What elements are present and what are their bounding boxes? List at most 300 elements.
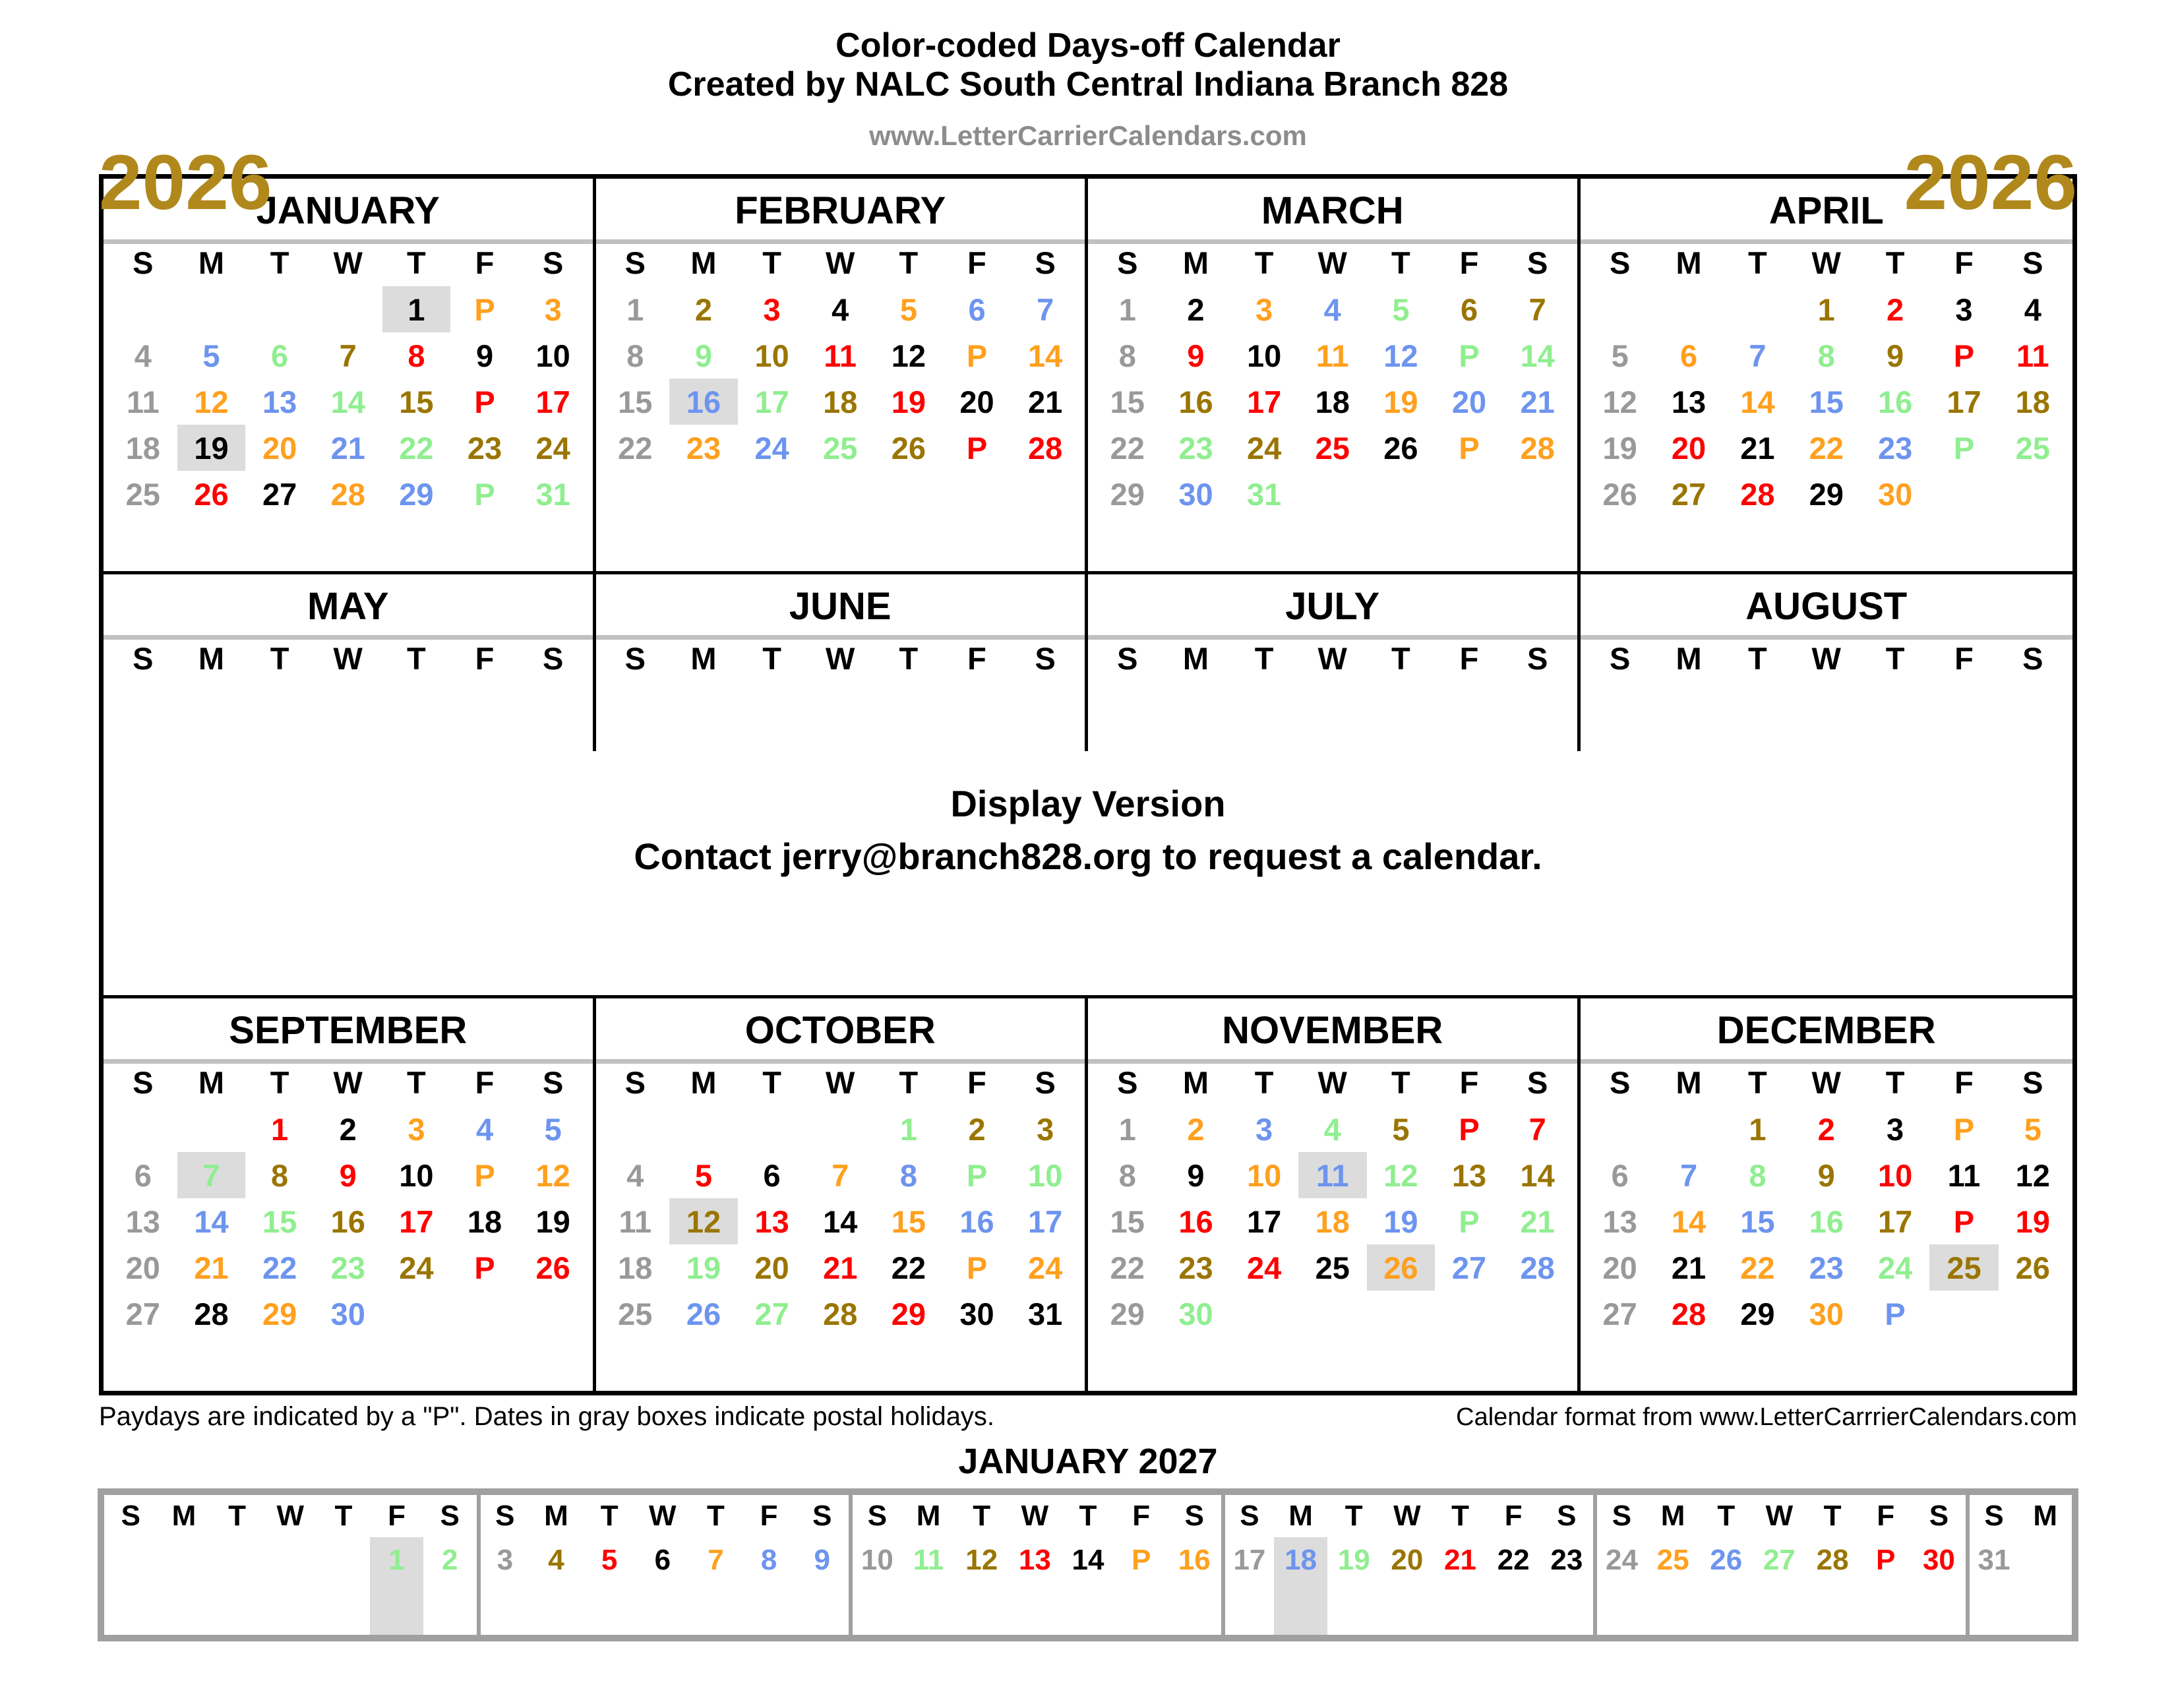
date-cell: 17: [535, 384, 570, 419]
dow-label: W: [1317, 245, 1347, 280]
month-title: SEPTEMBER: [229, 1009, 468, 1052]
week-row: [1586, 1152, 2068, 1198]
week-row: [109, 1106, 588, 1152]
months-row-2: [104, 574, 2072, 751]
dow-label: T: [407, 245, 426, 280]
dow-label: S: [1966, 1495, 2019, 1537]
month-title: JANUARY: [256, 189, 440, 232]
date-cell: 12: [1383, 1157, 1418, 1193]
date-cell: 8: [408, 338, 425, 373]
date-cell: 6: [1460, 291, 1478, 327]
date-cell: 6: [763, 1157, 781, 1193]
next-month-strip: [98, 1488, 2078, 1641]
empty-cell: [317, 1537, 371, 1635]
empty-cell: [1503, 1291, 1572, 1337]
dow-label: S: [121, 1500, 140, 1532]
week-row: [601, 425, 1080, 471]
dow-label: S: [624, 640, 646, 676]
dow-label: W: [1811, 1064, 1841, 1100]
month-january: [104, 179, 596, 571]
week-row: [1093, 1106, 1572, 1152]
dow-label: T: [1748, 640, 1767, 676]
empty-cell: [264, 1537, 317, 1635]
dow-label: S: [624, 1064, 646, 1100]
month-title-divider: [1581, 1059, 2073, 1064]
date-cell: 4: [548, 1544, 564, 1576]
date-cell: 2: [1187, 291, 1205, 327]
dow-label: M: [1182, 1064, 1209, 1100]
dow-label: M: [1676, 640, 1702, 676]
payday-cell: P: [1885, 1296, 1906, 1331]
dow-label: F: [475, 1064, 495, 1100]
dow-header-row: [596, 244, 1085, 281]
date-cell: 8: [760, 1544, 777, 1576]
dow-label: S: [1526, 1064, 1548, 1100]
week-row: [1586, 1244, 2068, 1291]
footer: [99, 1402, 2077, 1432]
dow-label: F: [1459, 1064, 1479, 1100]
dow-label: W: [649, 1500, 677, 1532]
date-cell: 28: [1816, 1544, 1849, 1576]
dow-label: T: [1345, 1500, 1363, 1532]
date-cell: 30: [1178, 476, 1213, 512]
dow-header-row: [1581, 244, 2073, 281]
dow-label: M: [690, 245, 717, 280]
week-row: [109, 471, 588, 517]
date-cell: 14: [1520, 1157, 1555, 1193]
week-row: [1093, 1291, 1572, 1337]
dow-label: F: [1504, 1500, 1523, 1532]
date-cell: 21: [1740, 430, 1775, 466]
date-cell: 14: [194, 1204, 229, 1239]
display-version-line2: Contact jerry@branch828.org to request a calendar.: [634, 836, 1542, 877]
month-title: APRIL: [1768, 189, 1884, 232]
date-cell: 26: [1602, 476, 1637, 512]
date-cell: 4: [475, 1111, 494, 1147]
empty-cell: [177, 286, 246, 332]
dow-label: T: [1079, 1500, 1097, 1532]
date-cell: 9: [1187, 338, 1205, 373]
empty-cell: [1999, 471, 2067, 517]
date-cell: 5: [2024, 1111, 2041, 1147]
date-cell: 21: [1028, 384, 1063, 419]
month-weeks: [1088, 1101, 1577, 1337]
date-cell: 30: [1877, 476, 1913, 512]
dow-label: S: [2022, 245, 2043, 280]
date-cell: 1: [271, 1111, 289, 1147]
week-row: [1586, 1291, 2068, 1337]
date-cell: 10: [1028, 1157, 1063, 1193]
date-cell: 2: [339, 1111, 357, 1147]
holiday-date-cell: 1: [370, 1537, 423, 1635]
week-row: [109, 1244, 588, 1291]
dow-label: T: [1717, 1500, 1736, 1532]
date-cell: 14: [1520, 338, 1555, 373]
dow-label: T: [899, 1064, 919, 1100]
month-weeks: [104, 1101, 593, 1337]
dow-header-row: [1581, 640, 2073, 677]
date-cell: 22: [399, 430, 434, 466]
date-cell: 26: [535, 1250, 570, 1285]
payday-cell: P: [1953, 1204, 1975, 1239]
date-cell: 11: [1947, 1157, 1981, 1193]
month-february: [596, 179, 1089, 571]
date-cell: 8: [1118, 1157, 1136, 1193]
empty-cell: [109, 1106, 177, 1152]
date-cell: 27: [1602, 1296, 1637, 1331]
date-cell: 12: [535, 1157, 570, 1193]
date-cell: 21: [1444, 1544, 1476, 1576]
date-cell: 1: [1749, 1111, 1767, 1147]
payday-cell: P: [1459, 338, 1480, 373]
date-cell: 21: [1671, 1250, 1707, 1285]
week-row: [601, 286, 1080, 332]
date-cell: 26: [891, 430, 926, 466]
dow-label: S: [1035, 245, 1056, 280]
date-cell: 6: [1679, 338, 1698, 373]
holiday-date-cell: 18: [1274, 1537, 1327, 1635]
date-cell: 7: [831, 1157, 849, 1193]
date-cell: 20: [1602, 1250, 1637, 1285]
date-cell: 9: [814, 1544, 830, 1576]
dow-label: T: [1748, 245, 1767, 280]
holiday-date-cell: 16: [669, 379, 738, 425]
year-right: 2026: [1904, 139, 2077, 226]
date-cell: 1: [1118, 1111, 1136, 1147]
date-cell: 17: [1246, 1204, 1282, 1239]
week-row: [1093, 471, 1572, 517]
date-cell: 11: [2016, 338, 2049, 373]
empty-cell: [1654, 1106, 1723, 1152]
date-cell: 3: [1955, 291, 1973, 327]
dow-label: S: [542, 1064, 564, 1100]
date-cell: 2: [441, 1544, 458, 1576]
dow-label: W: [1811, 640, 1841, 676]
date-cell: 5: [1611, 338, 1629, 373]
dow-label: W: [826, 640, 855, 676]
date-cell: 3: [477, 1537, 530, 1635]
date-cell: 24: [1246, 430, 1282, 466]
dow-label: W: [333, 1064, 363, 1100]
month-weeks: [1581, 1101, 2073, 1337]
payday-cell: P: [966, 430, 988, 466]
payday-cell: P: [1459, 1204, 1480, 1239]
date-cell: 25: [1656, 1544, 1689, 1576]
month-weeks: [1088, 281, 1577, 517]
dow-label: M: [1182, 245, 1209, 280]
holiday-date-cell: 1: [382, 286, 451, 332]
empty-cell: [382, 1291, 451, 1337]
month-title-divider: [104, 635, 593, 640]
dow-label: T: [270, 640, 289, 676]
date-cell: 12: [891, 338, 926, 373]
week-row: [1093, 286, 1572, 332]
week-row: [601, 1244, 1080, 1291]
empty-cell: [1298, 471, 1367, 517]
dow-header-row: [104, 640, 593, 677]
date-cell: 18: [823, 384, 858, 419]
dow-label: T: [1254, 640, 1274, 676]
dow-label: T: [707, 1500, 725, 1532]
date-cell: 28: [330, 476, 365, 512]
dow-label: S: [542, 640, 564, 676]
dow-label: M: [1288, 1500, 1313, 1532]
dow-header-row: [104, 244, 593, 281]
payday-cell: P: [1459, 430, 1480, 466]
week-row: [1093, 1152, 1572, 1198]
date-cell: 14: [330, 384, 365, 419]
date-cell: 1: [626, 291, 644, 327]
date-cell: 12: [2015, 1157, 2050, 1193]
payday-cell: P: [474, 1157, 495, 1193]
date-cell: 28: [823, 1296, 858, 1331]
date-cell: 4: [1323, 1111, 1341, 1147]
dow-label: W: [1811, 245, 1841, 280]
date-cell: 28: [1740, 476, 1775, 512]
date-cell: 18: [1315, 384, 1350, 419]
week-row: [109, 332, 588, 379]
payday-legend-note: Paydays are indicated by a "P". Dates in gray boxes indicate postal holidays.: [99, 1402, 995, 1431]
dow-label: M: [171, 1500, 196, 1532]
date-cell: 3: [1037, 1111, 1054, 1147]
dow-label: F: [1954, 1064, 1974, 1100]
payday-cell: P: [966, 1157, 988, 1193]
date-cell: 28: [194, 1296, 229, 1331]
date-cell: 22: [1110, 430, 1145, 466]
date-cell: 1: [1118, 291, 1136, 327]
format-credit-note: Calendar format from www.LetterCarrrierCalendars.com: [1456, 1403, 2077, 1431]
week-row: [109, 425, 588, 471]
month-title-divider: [104, 1059, 593, 1064]
date-cell: 24: [754, 430, 789, 466]
week-row: [1093, 425, 1572, 471]
date-cell: 14: [1740, 384, 1775, 419]
date-cell: 27: [125, 1296, 160, 1331]
date-cell: 3: [544, 291, 562, 327]
date-cell: 15: [1740, 1204, 1775, 1239]
month-weeks: [596, 1101, 1085, 1337]
dow-label: W: [1393, 1500, 1421, 1532]
date-cell: 25: [1315, 430, 1350, 466]
date-cell: 18: [1315, 1204, 1350, 1239]
date-cell: 19: [535, 1204, 570, 1239]
months-row-1: [104, 179, 2072, 574]
date-cell: 12: [194, 384, 229, 419]
date-cell: 20: [1451, 384, 1487, 419]
dow-label: T: [1391, 640, 1410, 676]
date-cell: 14: [1028, 338, 1063, 373]
payday-cell: P: [1131, 1544, 1151, 1576]
date-cell: 20: [754, 1250, 789, 1285]
date-cell: 9: [1817, 1157, 1835, 1193]
date-cell: 4: [626, 1157, 644, 1193]
date-cell: 18: [125, 430, 160, 466]
date-cell: 13: [1602, 1204, 1637, 1239]
date-cell: 26: [2015, 1250, 2050, 1285]
month-title-divider: [1088, 1059, 1577, 1064]
date-cell: 14: [1072, 1544, 1104, 1576]
dow-label: S: [812, 1500, 832, 1532]
holiday-date-cell: 11: [1298, 1152, 1367, 1198]
dow-label: T: [1451, 1500, 1469, 1532]
date-cell: 6: [271, 338, 289, 373]
date-cell: 23: [1809, 1250, 1844, 1285]
empty-cell: [177, 1106, 246, 1152]
date-cell: 21: [194, 1250, 229, 1285]
date-cell: 10: [399, 1157, 434, 1193]
dow-label: T: [1254, 1064, 1274, 1100]
date-cell: 16: [1178, 384, 1213, 419]
date-cell: 31: [1966, 1537, 2019, 1635]
week-row: [1586, 1198, 2068, 1244]
dow-label: M: [916, 1500, 941, 1532]
dow-label: S: [1526, 640, 1548, 676]
date-cell: 19: [1337, 1544, 1370, 1576]
dow-label: S: [1929, 1500, 1949, 1532]
months-row-3: [104, 995, 2072, 1391]
dow-label: T: [762, 245, 781, 280]
date-cell: 19: [1383, 1204, 1418, 1239]
month-weeks: [104, 281, 593, 517]
date-cell: 20: [125, 1250, 160, 1285]
week-row: [109, 1152, 588, 1198]
date-cell: 18: [618, 1250, 653, 1285]
payday-cell: P: [1459, 1111, 1480, 1147]
week-row: [109, 1198, 588, 1244]
dow-label: T: [1885, 245, 1905, 280]
dow-label: T: [899, 245, 919, 280]
payday-cell: P: [1953, 430, 1975, 466]
empty-cell: [450, 1291, 519, 1337]
website-url: www.LetterCarrierCalendars.com: [869, 120, 1307, 151]
date-cell: 2: [694, 291, 713, 327]
empty-cell: [1435, 471, 1503, 517]
date-cell: 15: [891, 1204, 926, 1239]
date-cell: 22: [1110, 1250, 1145, 1285]
empty-cell: [519, 1291, 588, 1337]
empty-cell: [1586, 1106, 1654, 1152]
empty-cell: [1654, 286, 1723, 332]
date-cell: 30: [1178, 1296, 1213, 1331]
empty-cell: [314, 286, 382, 332]
date-cell: 16: [959, 1204, 994, 1239]
date-cell: 13: [125, 1204, 160, 1239]
payday-cell: P: [474, 1250, 495, 1285]
dow-label: T: [407, 1064, 426, 1100]
date-cell: 28: [1671, 1296, 1707, 1331]
week-row: [601, 332, 1080, 379]
date-cell: 25: [1315, 1250, 1350, 1285]
date-cell: 19: [2015, 1204, 2050, 1239]
week-row: [601, 379, 1080, 425]
date-cell: 24: [1593, 1537, 1647, 1635]
empty-cell: [1929, 471, 1998, 517]
dow-label: S: [1035, 640, 1056, 676]
empty-cell: [1435, 1291, 1503, 1337]
date-cell: 14: [1671, 1204, 1707, 1239]
empty-cell: [1929, 1291, 1998, 1337]
date-cell: 2: [1887, 291, 1904, 327]
empty-cell: [109, 286, 177, 332]
dow-label: W: [1317, 640, 1347, 676]
dow-label: T: [228, 1500, 247, 1532]
week-row: [601, 1198, 1080, 1244]
week-row: [109, 1291, 588, 1337]
date-cell: 24: [1246, 1250, 1282, 1285]
dow-header-row: [1088, 244, 1577, 281]
dow-label: T: [407, 640, 426, 676]
date-cell: 25: [2015, 430, 2050, 466]
week-row: [1586, 425, 2068, 471]
week-row: [601, 1152, 1080, 1198]
date-cell: 26: [1383, 430, 1418, 466]
month-title-divider: [1088, 635, 1577, 640]
week-row: [109, 379, 588, 425]
empty-cell: [1999, 1291, 2067, 1337]
month-title: FEBRUARY: [735, 189, 946, 232]
date-cell: 7: [1749, 338, 1767, 373]
week-row: [1586, 332, 2068, 379]
dow-label: F: [967, 245, 986, 280]
dow-label: S: [1117, 245, 1138, 280]
month-title: OCTOBER: [744, 1009, 936, 1052]
dow-header-row: [1581, 1064, 2073, 1101]
dow-label: F: [1954, 245, 1974, 280]
date-cell: 16: [1809, 1204, 1844, 1239]
date-cell: 28: [1520, 1250, 1555, 1285]
month-october: [596, 998, 1089, 1391]
date-cell: 13: [1671, 384, 1707, 419]
dow-label: M: [690, 1064, 717, 1100]
month-may: [104, 574, 596, 751]
month-april: [1581, 179, 2073, 571]
date-cell: 24: [1028, 1250, 1063, 1285]
date-cell: 11: [1315, 338, 1349, 373]
dow-label: S: [440, 1500, 460, 1532]
week-row: [1093, 332, 1572, 379]
month-title-divider: [1581, 635, 2073, 640]
date-cell: 5: [1392, 1111, 1410, 1147]
dow-label: W: [826, 245, 855, 280]
empty-cell: [1503, 471, 1572, 517]
date-cell: 26: [686, 1296, 721, 1331]
date-cell: 20: [959, 384, 994, 419]
date-cell: 16: [330, 1204, 365, 1239]
date-cell: 24: [399, 1250, 434, 1285]
dow-label: S: [1609, 640, 1631, 676]
dow-label: T: [1391, 245, 1410, 280]
empty-cell: [104, 1537, 158, 1635]
date-cell: 23: [1178, 1250, 1213, 1285]
date-cell: 29: [1110, 1296, 1145, 1331]
dow-label: F: [388, 1500, 406, 1532]
date-cell: 2: [1817, 1111, 1835, 1147]
date-cell: 5: [202, 338, 220, 373]
date-cell: 17: [1221, 1537, 1275, 1635]
dow-label: W: [1765, 1500, 1794, 1532]
date-cell: 24: [535, 430, 570, 466]
date-cell: 11: [619, 1204, 652, 1239]
dow-label: T: [1254, 245, 1274, 280]
date-cell: 26: [194, 476, 229, 512]
date-cell: 23: [686, 430, 721, 466]
week-row: [601, 1291, 1080, 1337]
date-cell: 22: [1497, 1544, 1530, 1576]
empty-cell: [158, 1537, 211, 1635]
date-cell: 13: [262, 384, 297, 419]
date-cell: 5: [694, 1157, 713, 1193]
payday-cell: P: [474, 291, 495, 327]
